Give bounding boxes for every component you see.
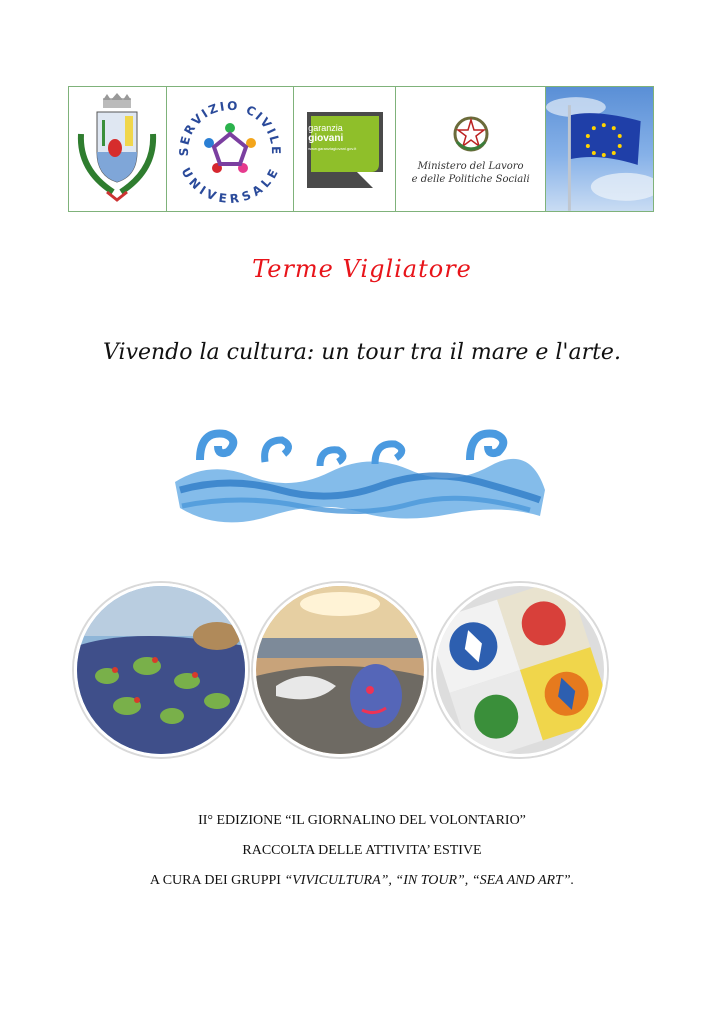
servizio-civile-logo <box>167 87 295 211</box>
wave-icon <box>170 420 550 530</box>
town-title: Terme Vigliatore <box>252 255 472 283</box>
logo-strip <box>68 86 654 212</box>
group-sea-and-art: “SEA AND ART”. <box>471 873 575 888</box>
ministry-logo <box>396 87 546 211</box>
collection-line: RACCOLTA DELLE ATTIVITA’ ESTIVE <box>242 843 482 858</box>
garanzia-url: www.garanziagiovani.gov.it <box>308 146 357 151</box>
photo-circles <box>0 583 724 758</box>
eu-flag-photo <box>546 87 653 211</box>
groups-prefix: A CURA DEI GRUPPI <box>149 873 281 888</box>
garanzia-line1: garanzia <box>308 123 343 133</box>
photo-painted-tiles <box>433 583 607 757</box>
garanzia-line2: giovani <box>308 133 344 144</box>
italian-emblem-icon <box>451 112 491 156</box>
ministry-line1: Ministero del Lavoro <box>417 161 524 172</box>
servizio-bottom-text: UNIVERSALE <box>178 165 282 207</box>
servizio-civile-icon <box>170 90 290 208</box>
groups-line <box>0 866 724 896</box>
eu-flag-icon <box>546 87 653 211</box>
wave-illustration <box>170 420 550 534</box>
subtitle: Vivendo la cultura: un tour tra il mare e l'arte. <box>103 340 621 365</box>
servizio-top-text: SERVIZIO CIVILE <box>176 98 284 157</box>
garanzia-label <box>308 123 368 154</box>
edition-info <box>0 806 724 896</box>
ministry-text <box>412 160 530 186</box>
group-in-tour: “IN TOUR”, <box>395 873 469 888</box>
ministry-line2: e delle Politiche Sociali <box>411 174 530 185</box>
photo-painted-rock-face <box>253 583 427 757</box>
photo-painted-rock-cactus <box>74 583 248 757</box>
svg-text:UNIVERSALE <box>178 165 281 206</box>
coat-of-arms-icon <box>69 90 165 208</box>
edition-line: II° EDIZIONE “IL GIORNALINO DEL VOLONTARIO” <box>198 813 526 828</box>
municipality-coat-of-arms <box>69 87 167 211</box>
group-vivicultura: “VIVICULTURA”, <box>284 873 392 888</box>
garanzia-giovani-logo <box>294 87 396 211</box>
